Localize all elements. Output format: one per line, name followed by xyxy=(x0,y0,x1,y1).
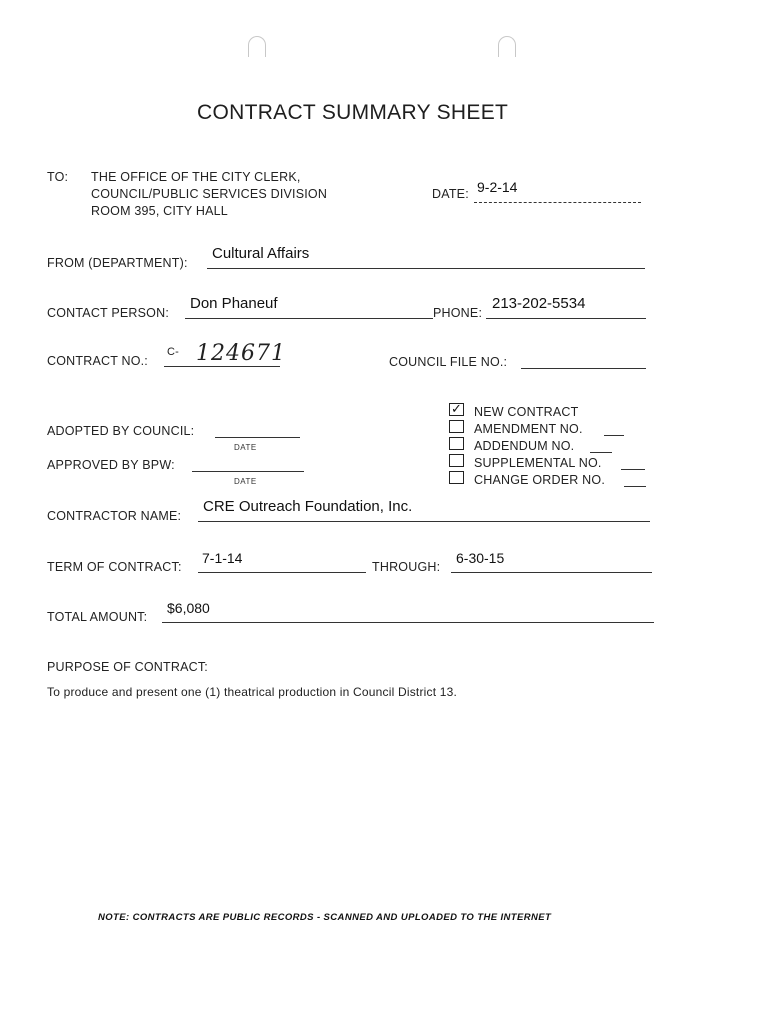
from-value[interactable]: Cultural Affairs xyxy=(212,245,310,262)
to-line-2: COUNCIL/PUBLIC SERVICES DIVISION xyxy=(91,187,328,201)
checkbox-change-order[interactable] xyxy=(449,471,464,484)
approved-date-caption: DATE xyxy=(234,477,257,486)
approved-label: APPROVED BY BPW: xyxy=(47,458,175,472)
page-title: CONTRACT SUMMARY SHEET xyxy=(197,101,509,124)
total-value[interactable]: $6,080 xyxy=(167,600,210,616)
to-label: TO: xyxy=(47,170,69,184)
phone-line xyxy=(486,318,646,319)
contractor-line xyxy=(198,521,650,522)
purpose-text: To produce and present one (1) theatrical production in Council District 13. xyxy=(47,685,458,699)
phone-value[interactable]: 213-202-5534 xyxy=(492,295,586,312)
purpose-label: PURPOSE OF CONTRACT: xyxy=(47,660,208,674)
phone-label: PHONE: xyxy=(433,306,483,320)
contact-label: CONTACT PERSON: xyxy=(47,306,169,320)
checkbox-label-change-order: CHANGE ORDER NO. xyxy=(474,473,605,487)
through-label: THROUGH: xyxy=(372,560,441,574)
contact-line xyxy=(185,318,433,319)
adopted-label: ADOPTED BY COUNCIL: xyxy=(47,424,195,438)
approved-line[interactable] xyxy=(192,471,304,472)
checkbox-supplemental[interactable] xyxy=(449,454,464,467)
to-line-1: THE OFFICE OF THE CITY CLERK, xyxy=(91,170,301,184)
supplemental-no-line[interactable] xyxy=(621,469,645,470)
date-value[interactable]: 9-2-14 xyxy=(477,179,518,195)
adopted-line[interactable] xyxy=(215,437,300,438)
amendment-no-line[interactable] xyxy=(604,435,624,436)
punch-hole-left xyxy=(248,36,266,57)
from-label: FROM (DEPARTMENT): xyxy=(47,256,188,270)
total-line xyxy=(162,622,654,623)
contact-value[interactable]: Don Phaneuf xyxy=(190,295,278,312)
council-file-label: COUNCIL FILE NO.: xyxy=(389,355,508,369)
total-label: TOTAL AMOUNT: xyxy=(47,610,148,624)
date-line xyxy=(474,202,641,203)
contract-no-value[interactable]: 124671 xyxy=(196,341,286,366)
checkbox-addendum[interactable] xyxy=(449,437,464,450)
to-line-3: ROOM 395, CITY HALL xyxy=(91,204,228,218)
term-line xyxy=(198,572,366,573)
contract-no-line xyxy=(164,366,280,367)
checkbox-label-new-contract: NEW CONTRACT xyxy=(474,405,579,419)
council-file-line xyxy=(521,368,646,369)
through-value[interactable]: 6-30-15 xyxy=(456,550,505,566)
date-label: DATE: xyxy=(432,187,469,201)
checkbox-new-contract[interactable] xyxy=(449,403,464,416)
term-label: TERM OF CONTRACT: xyxy=(47,560,182,574)
through-line xyxy=(451,572,652,573)
checkbox-label-supplemental: SUPPLEMENTAL NO. xyxy=(474,456,602,470)
punch-hole-right xyxy=(498,36,516,57)
addendum-no-line[interactable] xyxy=(590,452,612,453)
public-records-note: NOTE: CONTRACTS ARE PUBLIC RECORDS - SCANNED AND UPLOADED TO THE INTERNET xyxy=(98,912,552,923)
change-order-no-line[interactable] xyxy=(624,486,646,487)
adopted-date-caption: DATE xyxy=(234,443,257,452)
check-mark-icon: ✓ xyxy=(451,401,462,416)
from-line xyxy=(207,268,645,269)
checkbox-label-amendment: AMENDMENT NO. xyxy=(474,422,583,436)
contractor-value[interactable]: CRE Outreach Foundation, Inc. xyxy=(203,498,413,515)
contractor-label: CONTRACTOR NAME: xyxy=(47,509,182,523)
contract-no-prefix: C- xyxy=(167,346,180,358)
contract-no-label: CONTRACT NO.: xyxy=(47,354,148,368)
checkbox-amendment[interactable] xyxy=(449,420,464,433)
term-value[interactable]: 7-1-14 xyxy=(202,550,243,566)
checkbox-label-addendum: ADDENDUM NO. xyxy=(474,439,575,453)
